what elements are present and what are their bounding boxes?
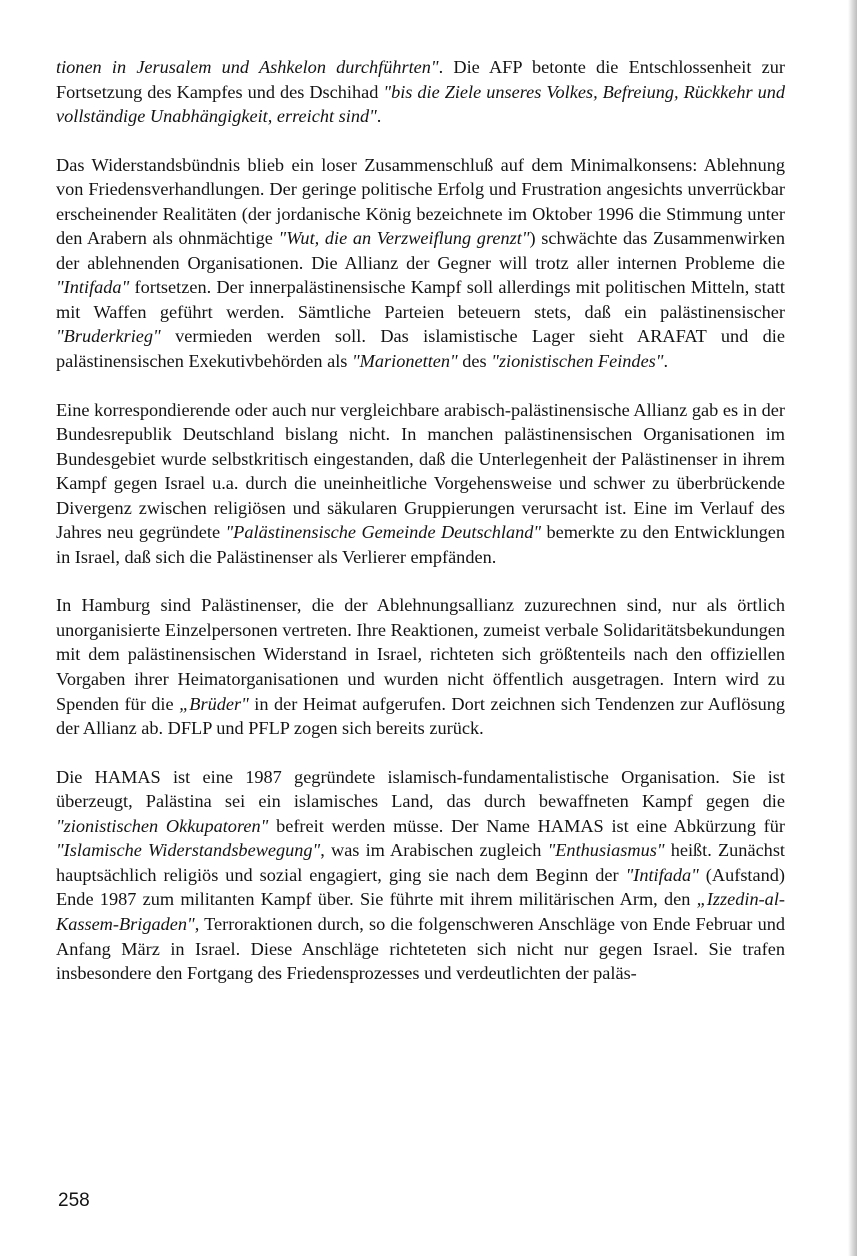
text-run: (Aufstand) Ende 1987 zum militanten Kampf über. Sie führte mit ihrem militärischen Arm, den bbox=[56, 864, 785, 910]
italic-text-run: "zionistischen Okkupatoren" bbox=[56, 815, 269, 836]
paragraph bbox=[56, 398, 785, 570]
text-run: des bbox=[457, 351, 492, 372]
italic-text-run: "zionistischen Feindes" bbox=[491, 351, 664, 372]
body-text bbox=[56, 55, 785, 1010]
italic-text-run: „Brüder" bbox=[179, 693, 249, 714]
text-run: heißt. Zunächst hauptsächlich religiös und sozial engagiert, ging sie nach dem Beginn der bbox=[56, 840, 786, 885]
italic-text-run: "Intifada" bbox=[56, 277, 130, 298]
text-run: . Die AFP betonte die Entschlossenheit zur Fortsetzung des Kampfes und des Dschihad bbox=[56, 57, 786, 102]
italic-text-run: "Enthusiasmus" bbox=[547, 840, 665, 861]
italic-text-run: „Izzedin-al-Kassem-Brigaden" bbox=[56, 889, 785, 934]
italic-text-run: "Wut, die an Verzweiflung grenzt" bbox=[278, 228, 530, 249]
italic-text-run: "Marionetten" bbox=[351, 351, 458, 372]
paragraph bbox=[56, 55, 785, 129]
text-run: in der Heimat aufgerufen. Dort zeichnen sich Tendenzen zur Auflösung der Allianz ab. DFLP und PFLP zogen sich bereits zurück. bbox=[56, 693, 785, 739]
text-run: . bbox=[376, 106, 382, 127]
paragraph bbox=[56, 153, 785, 374]
page-number: 258 bbox=[58, 1190, 90, 1211]
italic-text-run: tionen in Jerusalem und Ashkelon durchführten" bbox=[56, 57, 439, 77]
text-run: bemerkte zu den Entwicklungen in Israel, daß sich die Palästinenser als Verlierer empfänden. bbox=[56, 522, 785, 567]
text-run: befreit werden müsse. Der Name HAMAS ist eine Abkürzung für bbox=[268, 815, 785, 836]
text-run: Eine korrespondierende oder auch nur vergleichbare arabisch-palästinensische Allianz gab es in der Bundesrepublik Deutschland bislang nicht. In manchen palästinensischen Organisationen im Bundesgebiet wurde selbstkritisch eingestanden, daß die Unterlegenheit der Palästinenser in ihrem Kampf gegen Israel u.a. durch die uneinheitliche Vorgehensweise und schwer zu überbrückende Divergenz zwischen religiösen und säkularen Gruppierungen verursacht ist. Eine im Verlauf des Jahres neu gegründete bbox=[56, 399, 785, 543]
text-run: ) schwächte das Zusammenwirken der ablehnenden Organisationen. Die Allianz der Gegner will trotz aller internen Probleme die bbox=[56, 228, 785, 273]
text-run: Das Widerstandsbündnis blieb ein loser Zusammenschluß auf dem Minimalkonsens: Ablehnung von Friedensverhandlungen. Der geringe politische Erfolg und Frustration angesichts unverrückbar erscheinender Realitäten (der jordanische König bezeichnete im Oktober 1996 die Stimmung unter den Arabern als ohnmächtige bbox=[56, 154, 785, 249]
text-run: Die HAMAS ist eine 1987 gegründete islamisch-fundamentalistische Organisation. Sie ist überzeugt, Palästina sei ein islamisches Land, das durch bewaffneten Kampf gegen die bbox=[56, 766, 785, 812]
text-run: In Hamburg sind Palästinenser, die der Ablehnungsallianz zuzurechnen sind, nur als örtlich unorganisierte Einzelpersonen vertreten. Ihre Reaktionen, zumeist verbale Solidaritätsbekundungen mit dem palästinensischen Widerstand in Israel, richteten sich größtenteils nach den offiziellen Vorgaben ihrer Heimatorganisationen und wurden nicht öffentlich ausgetragen. Intern wird zu Spenden für die bbox=[56, 595, 785, 714]
text-run: fortsetzen. Der innerpalästinensische Kampf soll allerdings mit politischen Mitteln, statt mit Waffen geführt werden. Sämtliche Parteien beteuern stets, daß ein palästinensischer bbox=[56, 277, 785, 322]
text-run: , was im Arabischen zugleich bbox=[320, 840, 548, 861]
italic-text-run: "Bruderkrieg" bbox=[56, 326, 161, 347]
text-run: vermieden werden soll. Das islamistische Lager sieht ARAFAT und die palästinensischen Exekutivbehörden als bbox=[56, 326, 785, 372]
italic-text-run: "bis die Ziele unseres Volkes, Befreiung, Rückkehr und vollständige Unabhängigkeit, erreicht sind" bbox=[56, 81, 785, 127]
page-edge-shadow bbox=[848, 0, 857, 1256]
paragraph bbox=[56, 765, 785, 986]
paragraph bbox=[56, 593, 785, 740]
italic-text-run: "Intifada" bbox=[625, 864, 699, 885]
text-run: . bbox=[663, 351, 669, 372]
text-run: , Terroraktionen durch, so die folgenschweren Anschläge von Ende Februar und Anfang März in Israel. Diese Anschläge richteteten sich nicht nur gegen Israel. Sie trafen insbesondere den Fortgang des Friedensprozesses und verdeutlichten der paläs- bbox=[56, 913, 785, 984]
italic-text-run: "Islamische Widerstandsbewegung" bbox=[56, 840, 321, 861]
italic-text-run: "Palästinensische Gemeinde Deutschland" bbox=[225, 522, 542, 543]
